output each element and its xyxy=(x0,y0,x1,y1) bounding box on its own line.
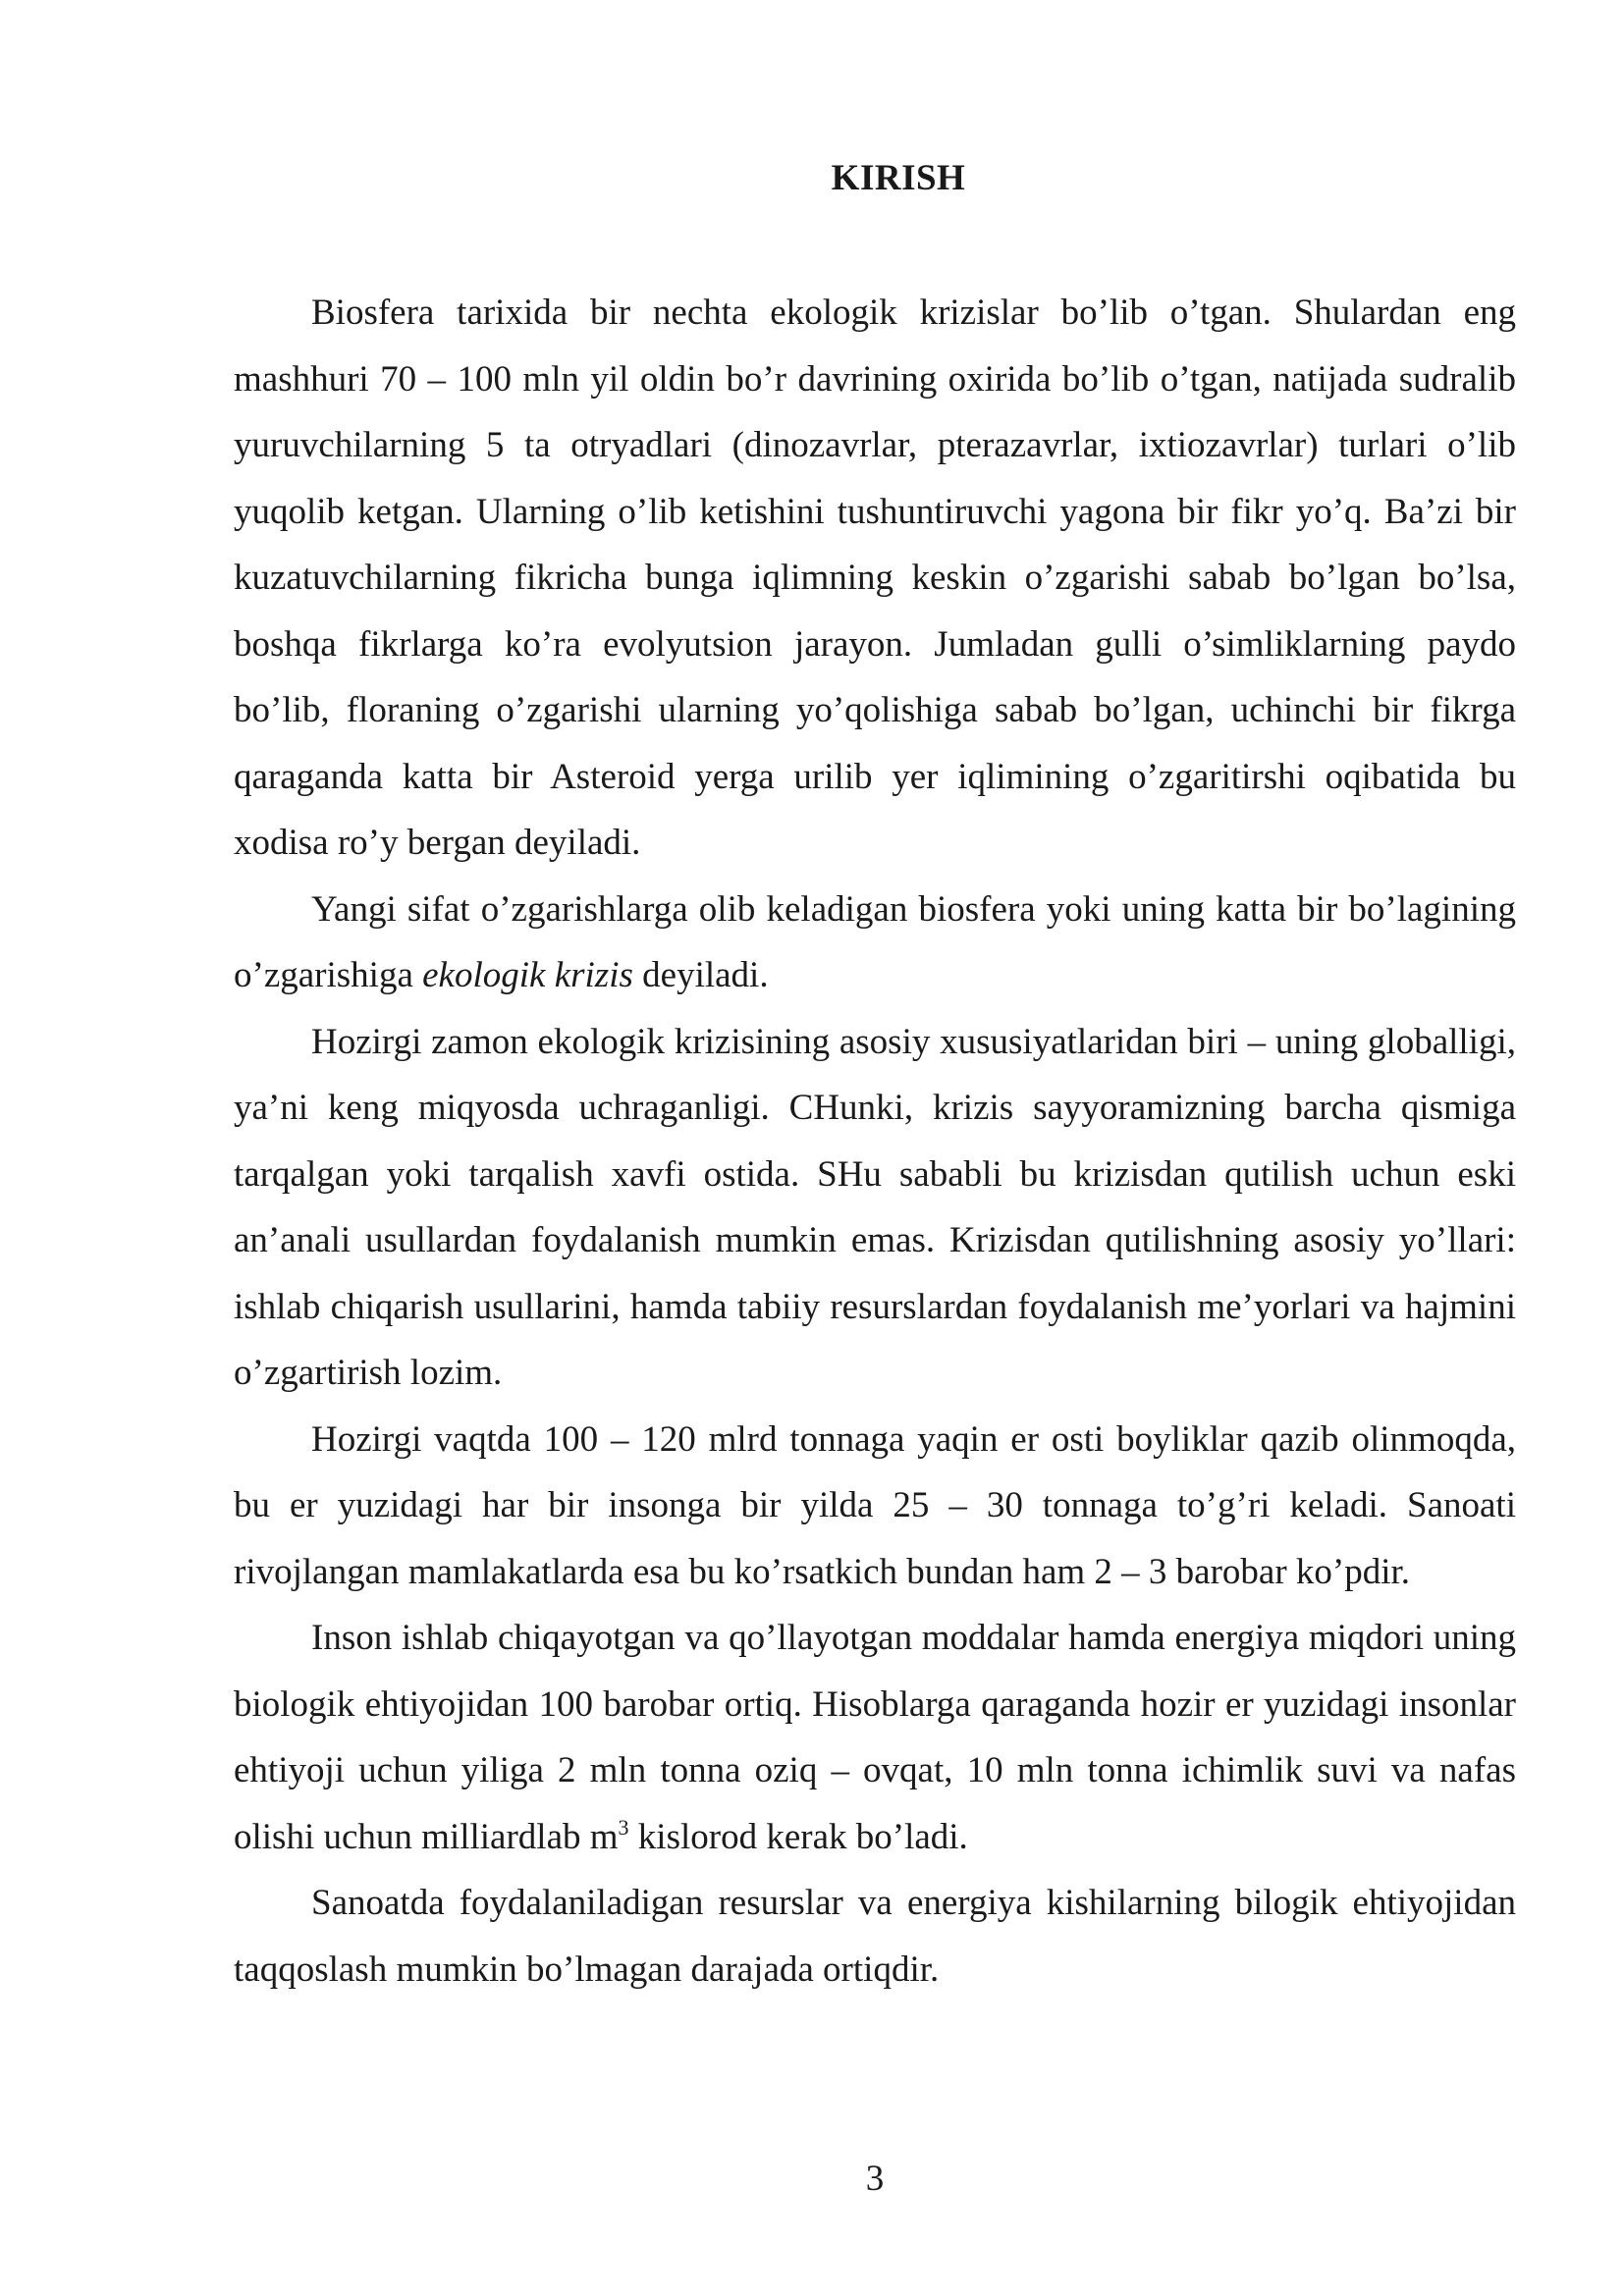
paragraph-2-text-start: Yangi sifat o’zgarishlarga olib keladigan biosfera yoki uning katta bir bo’lagining o’zgarishiga xyxy=(234,888,1516,995)
paragraph-5-text-end: kislorod kerak bo’ladi. xyxy=(628,1816,968,1857)
paragraph-5-text-start: Inson ishlab chiqayotgan va qo’llayotgan moddalar hamda energiya miqdori uning biologik ehtiyojidan 100 barobar ortiq. Hisoblarga qaraganda hozir er yuzidagi insonlar ehtiyoji uchun yiliga 2 mln tonna oziq – ovqat, 10 mln tonna ichimlik suvi va nafas olishi uchun milliardlab m xyxy=(234,1618,1516,1857)
paragraph-2 xyxy=(234,877,1516,1009)
paragraph-2-text-end: deyiladi. xyxy=(632,955,769,995)
superscript-exponent: 3 xyxy=(618,1814,629,1840)
paragraph-4: Hozirgi vaqtda 100 – 120 mlrd tonnaga yaqin er osti boyliklar qazib olinmoqda, bu er yuzidagi har bir insonga bir yilda 25 – 30 tonnaga to’g’ri keladi. Sanoati rivojlangan mamlakatlarda esa bu ko’rsatkich bundan ham 2 – 3 barobar ko’pdir. xyxy=(234,1418,1516,1592)
paragraph-5 xyxy=(234,1605,1516,1870)
paragraph-3: Hozirgi zamon ekologik krizisining asosiy xususiyatlaridan biri – uning globalligi, ya’ni keng miqyosda uchraganligi. CHunki, krizis sayyoramizning barcha qismiga tarqalgan yoki tarqalish xavfi ostida. SHu sababli bu krizisdan qutilish uchun eski an’anali usullardan foydalanish mumkin emas. Krizisdan qutilishning asosiy yo’llari: ishlab chiqarish usullarini, hamda tabiiy resurslardan foydalanish me’yorlari va hajmini o’zgartirish lozim. xyxy=(234,1021,1516,1393)
body-text xyxy=(234,280,1516,2002)
paragraph-1: Biosfera tarixida bir nechta ekologik krizislar bo’lib o’tgan. Shulardan eng mashhuri 70 – 100 mln yil oldin bo’r davrining oxirida bo’lib o’tgan, natijada sudralib yuruvchilarning 5 ta otryadlari (dinozavrlar, pterazavrlar, ixtiozavrlar) turlari o’lib yuqolib ketgan. Ularning o’lib ketishini tushuntiruvchi yagona bir fikr yo’q. Ba’zi bir kuzatuvchilarning fikricha bunga iqlimning keskin o’zgarishi sabab bo’lgan bo’lsa, boshqa fikrlarga ko’ra evolyutsion jarayon. Jumladan gulli o’simliklarning paydo bo’lib, floraning o’zgarishi ularning yo’qolishiga sabab bo’lgan, uchinchi bir fikrga qaraganda katta bir Asteroid yerga urilib yer iqlimining o’zgaritirshi oqibatida bu xodisa ro’y bergan deyiladi. xyxy=(234,293,1516,863)
paragraph-6: Sanoatda foydalaniladigan resurslar va energiya kishilarning bilogik ehtiyojidan taqqoslash mumkin bo’lmagan darajada ortiqdir. xyxy=(234,1883,1516,1990)
page-title: KIRISH xyxy=(831,158,966,198)
page-number: 3 xyxy=(865,2159,885,2199)
emphasized-term: ekologik krizis xyxy=(422,955,633,995)
